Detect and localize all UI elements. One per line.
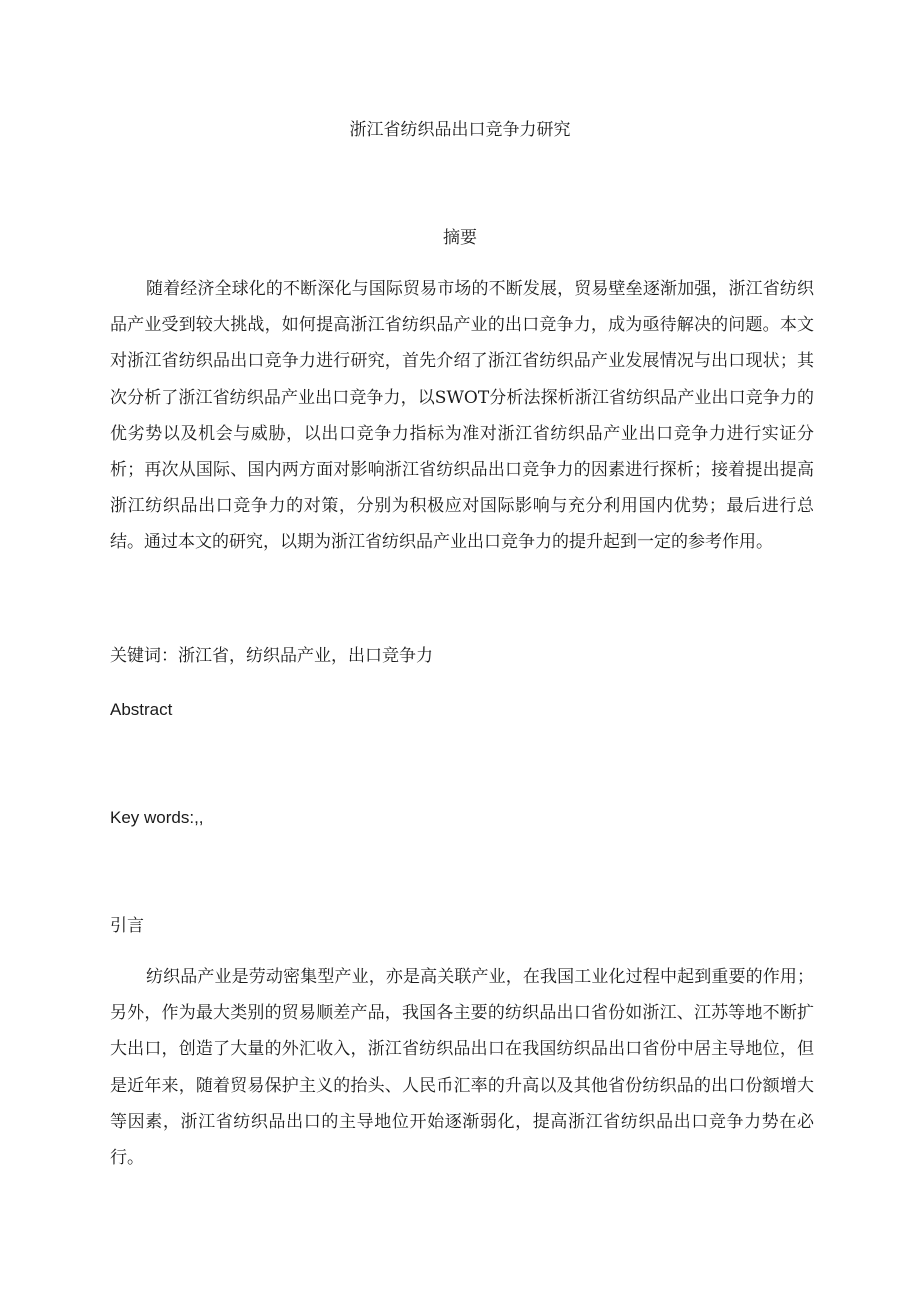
- intro-heading: 引言: [110, 916, 144, 936]
- keywords-en: Key words:,,: [110, 808, 204, 827]
- abstract-body: 随着经济全球化的不断深化与国际贸易市场的不断发展，贸易壁垒逐渐加强，浙江省纺织品产业受到较大挑战，如何提高浙江省纺织品产业的出口竞争力，成为亟待解决的问题。本文对浙江省纺织品出口竞争力进行研究，首先介绍了浙江省纺织品产业发展情况与出口现状；其次分析了浙江省纺织品产业出口竞争力，以SWOT分析法探析浙江省纺织品产业出口竞争力的优劣势以及机会与威胁，以出口竞争力指标为准对浙江省纺织品产业出口竞争力进行实证分析；再次从国际、国内两方面对影响浙江省纺织品出口竞争力的因素进行探析；接着提出提高浙江纺织品出口竞争力的对策，分别为积极应对国际影响与充分利用国内优势；最后进行总结。通过本文的研究，以期为浙江省纺织品产业出口竞争力的提升起到一定的参考作用。: [110, 279, 814, 553]
- abstract-en-heading: Abstract: [110, 700, 173, 719]
- abstract-heading: 摘要: [443, 228, 477, 248]
- intro-body: 纺织品产业是劳动密集型产业，亦是高关联产业，在我国工业化过程中起到重要的作用；另外，作为最大类别的贸易顺差产品，我国各主要的纺织品出口省份如浙江、江苏等地不断扩大出口，创造了大量的外汇收入，浙江省纺织品出口在我国纺织品出口省份中居主导地位，但是近年来，随着贸易保护主义的抬头、人民币汇率的升高以及其他省份纺织品的出口份额增大等因素，浙江省纺织品出口的主导地位开始逐渐弱化，提高浙江省纺织品出口竞争力势在必行。: [110, 967, 814, 1169]
- keywords-cn: 关键词：浙江省，纺织品产业，出口竞争力: [110, 646, 433, 666]
- document-title: 浙江省纺织品出口竞争力研究: [349, 120, 571, 140]
